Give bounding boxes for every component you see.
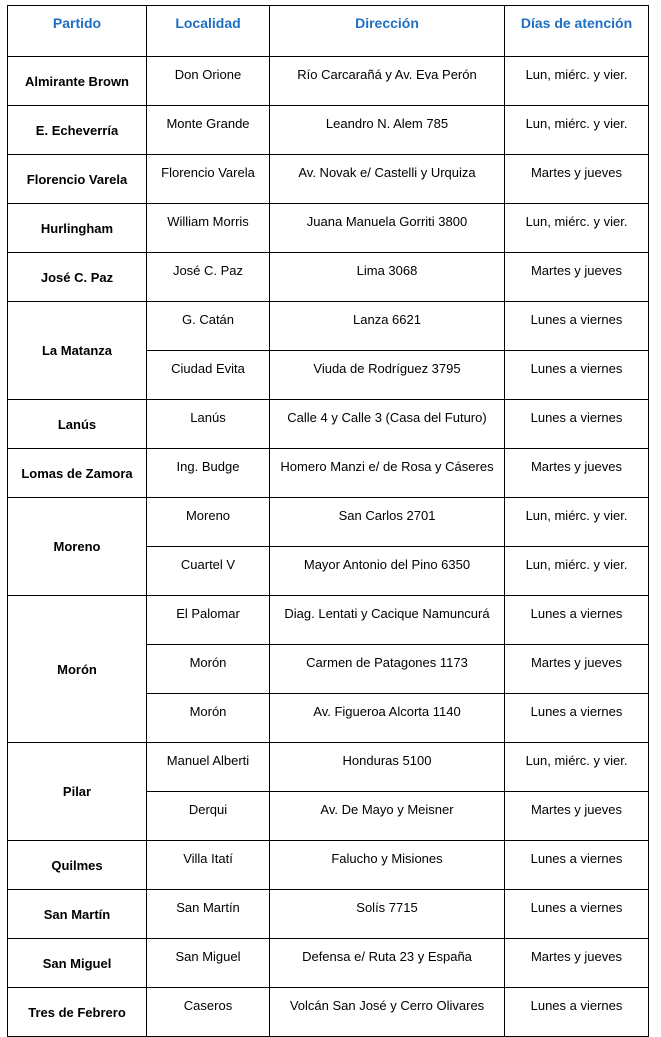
header-row — [8, 6, 649, 57]
cell-partido: Florencio Varela — [8, 155, 147, 204]
cell-direccion: Juana Manuela Gorriti 3800 — [270, 204, 505, 253]
cell-partido: San Miguel — [8, 939, 147, 988]
table-row — [8, 253, 649, 302]
cell-localidad: Moreno — [147, 498, 270, 547]
table-row — [8, 743, 649, 792]
cell-direccion: Av. Figueroa Alcorta 1140 — [270, 694, 505, 743]
table-row — [8, 155, 649, 204]
header-dias: Días de atención — [505, 6, 649, 57]
table-row — [8, 988, 649, 1037]
table-row — [8, 596, 649, 645]
cell-localidad: Derqui — [147, 792, 270, 841]
table-row — [8, 890, 649, 939]
cell-partido: Moreno — [8, 498, 147, 596]
cell-direccion: Leandro N. Alem 785 — [270, 106, 505, 155]
cell-direccion: Lanza 6621 — [270, 302, 505, 351]
cell-partido: Quilmes — [8, 841, 147, 890]
cell-dias: Lun, miérc. y vier. — [505, 547, 649, 596]
cell-direccion: Homero Manzi e/ de Rosa y Cáseres — [270, 449, 505, 498]
cell-dias: Martes y jueves — [505, 939, 649, 988]
cell-direccion: Calle 4 y Calle 3 (Casa del Futuro) — [270, 400, 505, 449]
cell-dias: Lunes a viernes — [505, 694, 649, 743]
cell-direccion: Lima 3068 — [270, 253, 505, 302]
cell-direccion: Solís 7715 — [270, 890, 505, 939]
table-row — [8, 302, 649, 351]
cell-direccion: San Carlos 2701 — [270, 498, 505, 547]
table-body — [8, 57, 649, 1037]
cell-partido: José C. Paz — [8, 253, 147, 302]
cell-localidad: San Martín — [147, 890, 270, 939]
cell-dias: Martes y jueves — [505, 449, 649, 498]
cell-partido: Pilar — [8, 743, 147, 841]
cell-direccion: Av. Novak e/ Castelli y Urquiza — [270, 155, 505, 204]
cell-localidad: Don Orione — [147, 57, 270, 106]
cell-partido: E. Echeverría — [8, 106, 147, 155]
cell-localidad: Monte Grande — [147, 106, 270, 155]
cell-localidad: Morón — [147, 645, 270, 694]
table-row — [8, 449, 649, 498]
cell-dias: Lunes a viernes — [505, 400, 649, 449]
header-partido: Partido — [8, 6, 147, 57]
cell-dias: Lunes a viernes — [505, 841, 649, 890]
cell-partido: Almirante Brown — [8, 57, 147, 106]
cell-direccion: Río Carcarañá y Av. Eva Perón — [270, 57, 505, 106]
cell-localidad: Morón — [147, 694, 270, 743]
cell-partido: San Martín — [8, 890, 147, 939]
cell-dias: Lun, miérc. y vier. — [505, 204, 649, 253]
table-row — [8, 498, 649, 547]
cell-dias: Lun, miérc. y vier. — [505, 743, 649, 792]
cell-dias: Lun, miérc. y vier. — [505, 106, 649, 155]
cell-direccion: Av. De Mayo y Meisner — [270, 792, 505, 841]
cell-localidad: El Palomar — [147, 596, 270, 645]
cell-localidad: Cuartel V — [147, 547, 270, 596]
cell-localidad: Caseros — [147, 988, 270, 1037]
cell-localidad: José C. Paz — [147, 253, 270, 302]
cell-localidad: Ciudad Evita — [147, 351, 270, 400]
cell-localidad: Villa Itatí — [147, 841, 270, 890]
cell-direccion: Honduras 5100 — [270, 743, 505, 792]
attention-table — [7, 5, 649, 1037]
table-row — [8, 204, 649, 253]
cell-direccion: Volcán San José y Cerro Olivares — [270, 988, 505, 1037]
cell-dias: Lunes a viernes — [505, 596, 649, 645]
cell-direccion: Mayor Antonio del Pino 6350 — [270, 547, 505, 596]
cell-partido: Tres de Febrero — [8, 988, 147, 1037]
cell-direccion: Defensa e/ Ruta 23 y España — [270, 939, 505, 988]
cell-localidad: Ing. Budge — [147, 449, 270, 498]
header-localidad: Localidad — [147, 6, 270, 57]
cell-localidad: San Miguel — [147, 939, 270, 988]
cell-direccion: Diag. Lentati y Cacique Namuncurá — [270, 596, 505, 645]
cell-partido: Morón — [8, 596, 147, 743]
cell-dias: Lun, miérc. y vier. — [505, 57, 649, 106]
cell-dias: Martes y jueves — [505, 645, 649, 694]
cell-dias: Lunes a viernes — [505, 351, 649, 400]
cell-localidad: Florencio Varela — [147, 155, 270, 204]
cell-dias: Lun, miérc. y vier. — [505, 498, 649, 547]
table-row — [8, 400, 649, 449]
cell-partido: Lomas de Zamora — [8, 449, 147, 498]
table-row — [8, 106, 649, 155]
cell-partido: Lanús — [8, 400, 147, 449]
table-row — [8, 57, 649, 106]
cell-direccion: Viuda de Rodríguez 3795 — [270, 351, 505, 400]
cell-localidad: William Morris — [147, 204, 270, 253]
header-direccion: Dirección — [270, 6, 505, 57]
table-header — [8, 6, 649, 57]
cell-dias: Lunes a viernes — [505, 988, 649, 1037]
cell-dias: Martes y jueves — [505, 792, 649, 841]
table-row — [8, 841, 649, 890]
cell-dias: Martes y jueves — [505, 253, 649, 302]
cell-dias: Lunes a viernes — [505, 302, 649, 351]
cell-localidad: Manuel Alberti — [147, 743, 270, 792]
cell-partido: Hurlingham — [8, 204, 147, 253]
cell-localidad: G. Catán — [147, 302, 270, 351]
cell-direccion: Carmen de Patagones 1173 — [270, 645, 505, 694]
cell-dias: Martes y jueves — [505, 155, 649, 204]
table-row — [8, 939, 649, 988]
cell-localidad: Lanús — [147, 400, 270, 449]
cell-dias: Lunes a viernes — [505, 890, 649, 939]
cell-direccion: Falucho y Misiones — [270, 841, 505, 890]
cell-partido: La Matanza — [8, 302, 147, 400]
